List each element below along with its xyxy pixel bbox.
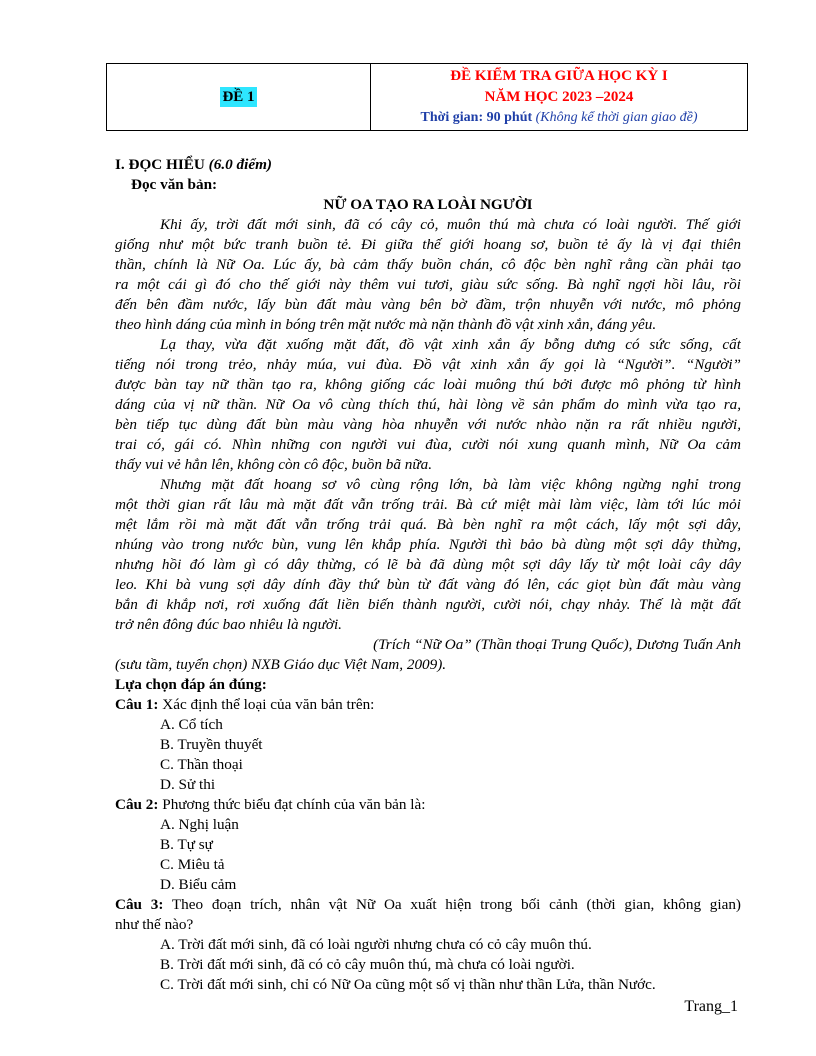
- story-line: thần, chính là Nữ Oa. Lúc ấy, bà cảm thấy buồn chán, cô độc bèn nghĩ rằng cần phải tạo: [115, 256, 741, 273]
- answer-option: C. Thần thoại: [160, 756, 243, 773]
- answer-option: A. Cổ tích: [160, 716, 223, 733]
- answer-option: A. Trời đất mới sinh, đã có loài người nhưng chưa có cỏ cây muôn thú.: [160, 936, 592, 953]
- answer-option: B. Tự sự: [160, 836, 213, 853]
- choose-answer-label: Lựa chọn đáp án đúng:: [115, 676, 267, 693]
- citation-line: (Trích “Nữ Oa” (Thần thoại Trung Quốc), Dương Tuấn Anh: [373, 636, 741, 653]
- question-label: Câu 3:: [115, 896, 164, 913]
- time-note: (Không kể thời gian giao đề): [535, 110, 698, 125]
- section-score: (6.0 điểm): [208, 156, 272, 173]
- story-line: một thời gian rất lâu mà mặt đất vẫn trống trải. Bà cứ miệt mài làm việc, làm tới lúc mỏi: [115, 496, 741, 513]
- section-heading: [115, 155, 741, 175]
- question-3: [115, 895, 741, 995]
- exam-body: [115, 155, 741, 995]
- school-year: NĂM HỌC 2023 –2024: [484, 89, 634, 105]
- answer-option: B. Truyền thuyết: [160, 736, 263, 753]
- question-stem: [115, 795, 741, 815]
- story-line: tiếng nói trong trẻo, nhảy múa, vui đùa. Đồ vật xinh xắn ấy gọi là “Người”. “Người”: [115, 356, 741, 373]
- answer-option: D. Sử thi: [160, 776, 216, 793]
- story-line: theo hình dáng của mình in bóng trên mặt nước mà nặn thành đồ vật xinh xắn, đáng yêu.: [115, 316, 657, 333]
- answer-option: C. Trời đất mới sinh, chỉ có Nữ Oa cũng một số vị thần như thần Lửa, thần Nước.: [160, 976, 656, 993]
- story-line: Nhưng mặt đất hoang sơ vô cùng rộng lớn, bà làm việc không ngừng nghỉ trong: [160, 476, 741, 493]
- story-line: nhúng vào trong nước bùn, vung lên khắp phía. Người thì bảo bà dùng một sợi dây thừng,: [115, 536, 741, 553]
- exam-title-cell: [371, 64, 747, 130]
- question-text: Xác định thể loại của văn bản trên:: [162, 696, 375, 713]
- story-line: ra một cái gì đó cho thế giới này thêm vui tươi, giàu sức sống. Bà nghĩ ngợi hồi lâu, rồi: [115, 276, 741, 293]
- read-label: Đọc văn bản:: [131, 176, 218, 193]
- story-line: mệt lắm rồi mà mặt đất vẫn trống trải quá. Bà bèn nghĩ ra một cách, lấy một sợi dây,: [115, 516, 741, 533]
- story-line: trở nên đông đúc bao nhiêu là người.: [115, 616, 342, 633]
- page-number: Trang_1: [684, 998, 738, 1015]
- question-stem: [115, 895, 741, 915]
- story-title: NỮ OA TẠO RA LOÀI NGƯỜI: [323, 196, 533, 213]
- section-title: I. ĐỌC HIỂU: [115, 156, 205, 173]
- question-2: [115, 795, 741, 895]
- answer-option: D. Biểu cảm: [160, 876, 237, 893]
- story-line: trai có, gái có. Nhìn những con người vui đùa, cười nói xung quanh mình, Nữ Oa cảm: [115, 436, 741, 453]
- story-line: bắn đi khắp nơi, rơi xuống đất liền biến thành người, cười nói, chạy nhảy. Thế là mặt đất: [115, 596, 741, 613]
- story-line: thấy vui vẻ hẳn lên, không còn cô độc, buồn bã nữa.: [115, 456, 433, 473]
- story-line: đến bên đầm nước, lấy bùn đất màu vàng bên bờ đầm, trộn nhuyễn với nước, mô phỏng: [115, 296, 741, 313]
- question-text-cont: như thế nào?: [115, 916, 194, 933]
- question-stem: [115, 695, 741, 715]
- story-line: Lạ thay, vừa đặt xuống mặt đất, đồ vật xinh xắn ấy bỗng dưng có sức sống, cất: [160, 336, 741, 353]
- story-line: giống như một bức tranh buồn tẻ. Đi giữa thế giới hoang sơ, buồn tẻ ấy là vị đại thiên: [115, 236, 741, 253]
- story-line: dáng của vị nữ thần. Nữ Oa vô cùng thích thú, hài lòng về sản phẩm do mình vừa tạo ra,: [115, 396, 741, 413]
- story-text: [115, 215, 741, 675]
- exam-code-cell: [107, 64, 371, 130]
- question-1: [115, 695, 741, 795]
- exam-time: [421, 108, 698, 128]
- citation-line: (sưu tầm, tuyển chọn) NXB Giáo dục Việt Nam, 2009).: [115, 656, 447, 673]
- question-text: Theo đoạn trích, nhân vật Nữ Oa xuất hiện trong bối cảnh (thời gian, không gian): [171, 896, 741, 913]
- story-line: leo. Khi bà vung sợi dây dính đầy thứ bùn từ đất vàng đó lên, các giọt bùn đất màu vàng: [115, 576, 741, 593]
- exam-header-table: [106, 63, 748, 131]
- story-line: được bàn tay nữ thần tạo ra, không giống các loài muông thú bởi được mô phỏng từ hình: [115, 376, 741, 393]
- time-label: Thời gian: 90 phút: [420, 110, 533, 125]
- answer-option: C. Miêu tả: [160, 856, 225, 873]
- answer-option: A. Nghị luận: [160, 816, 239, 833]
- story-line: Khi ấy, trời đất mới sinh, đã có cây cỏ, muôn thú mà chưa có loài người. Thế giới: [160, 216, 741, 233]
- question-label: Câu 2:: [115, 796, 159, 813]
- question-label: Câu 1:: [115, 696, 159, 713]
- exam-title: ĐỀ KIỂM TRA GIỮA HỌC KỲ I: [450, 68, 668, 84]
- story-line: nhưng hồi đó làm gì có dây thừng, có lẽ bà đã dùng một sợi dây lấy từ một loài cây dây: [115, 556, 741, 573]
- exam-code-label: ĐỀ 1: [222, 89, 255, 105]
- question-text: Phương thức biểu đạt chính của văn bản là:: [162, 796, 426, 813]
- story-line: bèn tiếp tục dùng đất bùn màu vàng hòa nhuyễn với nước nhào nặn ra rất nhiều người,: [115, 416, 741, 433]
- answer-option: B. Trời đất mới sinh, đã có cỏ cây muôn thú, mà chưa có loài người.: [160, 956, 575, 973]
